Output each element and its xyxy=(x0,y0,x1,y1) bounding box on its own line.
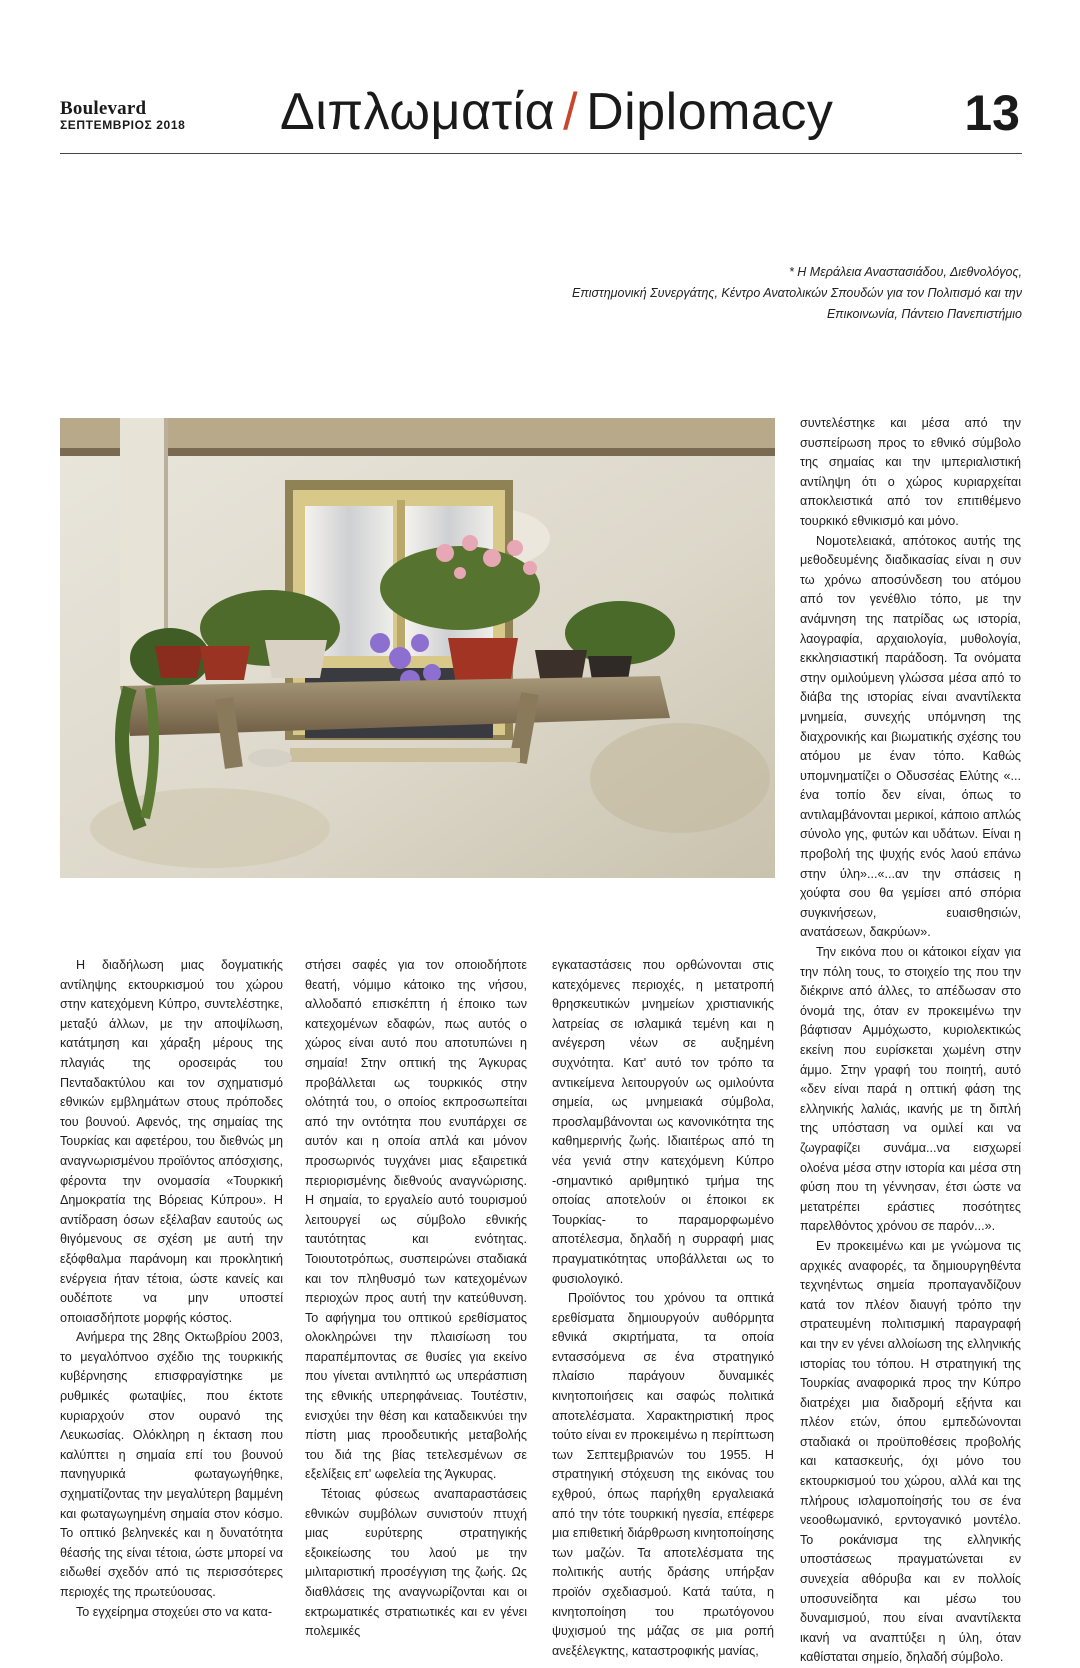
article-paragraph: Εν προκειμένω και με γνώμονα τις αρχικές αναφορές, τα δημιουργηθέντα τεχνηέντως σημεία προπαγανδίζουν κατά τον πλέον διαυγή τρόπο την στρατευμένη πολιτισμική παραγραφή και την εν γένει αλλοίωση της ελληνικής ιστορίας του τόπου. Η στρατηγική της Τουρκίας αναφορικά προς την Κύπρο διατρέχει μια διαδρομή εξήντα και πλέον ετών, όπου εμπεδώνονται σταδιακά οι προϋποθέσεις προβολής και κατασκευής, όχι μόνο του εκτουρκισμού του χώρου, αλλά και της πλήρους ισλαμοποίησής του σε ένα νεοοθωμανικό, ερντογανικό μοντέλο. Το ροκάνισμα της ελληνικής υποστάσεως πραγματώνεται εν συνεχεία αθόρυβα και εν πολλοίς υποσυνείδητα και μέσω του δυναμισμού, που είναι αναντίλεκτα ικανή να αναπτύξει η ύλη, όταν καθίσταται σημείο, δηλαδή σύμβολο. xyxy=(800,1238,1021,1665)
article-column-2 xyxy=(305,956,527,1642)
article-column-4 xyxy=(800,414,1021,1668)
article-paragraph: Προϊόντος του χρόνου τα οπτικά ερεθίσματα δημιουργούν αυθόρμητα εθνικά σκιρτήματα, τα οποία εντασσόμενα σε ένα στρατηγικό πλαίσιο παράγουν δυναμικές κινητοποιήσεις και σαφώς πολιτικά αποτελέσματα. Χαρακτηριστική προς τούτο είναι εν προκειμένω η περίπτωση των Σεπτεμβριανών του 1955. Η στρατηγική στόχευση της εικόνας του εχθρού, όπως παρήχθη εργαλειακά από την τότε τουρκική ηγεσία, επέφερε μια επιθετική διάρθρωση κινητοποίησης των μαζών. Τα αποτελέσματα της πολιτικής αυτής δράσης υπήρξαν προϊόν σχεδιασμού. Κατά ταύτα, η κινητοποίηση του πρωτόγονου ψυχισμού της μάζας σε μια ροπή ανεξέλεγκτης, καταστροφικής μανίας, xyxy=(552,1291,774,1658)
article-column-1 xyxy=(60,956,283,1622)
article-paragraph: Τέτοιας φύσεως αναπαραστάσεις εθνικών συμβόλων συνιστούν πτυχή μιας ευρύτερης στρατηγικής εξοικείωσης του λαού με την μιλιταριστική προσέγγιση της ζωής. Ως διαθλάσεις της αναγνωρίζονται και οι εκτρωματικές στρατιωτικές και εν γένει πολεμικές xyxy=(305,1487,527,1639)
article-paragraph: Νομοτελειακά, απότοκος αυτής της μεθοδευμένης διαδικασίας είναι η συν τω χρόνω αποσύνδεση του ατόμου από τον γενέθλιο τόπο, με την ανάμνηση της πατρίδας ως ιστορία, λαογραφία, αρχαιολογία, μυθολογία, εκκλησιαστική παράδοση. Τα ονόματα στην ομιλούμενη γλώσσα μέσα από το διάβα της ιστορίας είναι αναντίλεκτα μνημεία, συνεχής υπόμνηση της διαχρονικής και βιωματικής σχέσης του ατόμου με έναν τόπο. Καθώς υπομνηματίζει ο Οδυσσέας Ελύτης «... ένα τοπίο δεν είναι, όπως το αντιλαμβάνονται μερικοί, κάποιο απλώς σύνολο γης, φυτών και υδάτων. Είναι η προβολή της ψυχής ενός λαού επάνω στην ύλη»...«...αν την σπάσεις η χούφτα σου θα γεμίσει από σπόρια συγκινήσεων, ευαισθησιών, ανατάσεων, δακρύων». xyxy=(800,533,1021,940)
byline-line: * Η Μεράλεια Αναστασιάδου, Διεθνολόγος, xyxy=(788,265,1022,279)
page-number: 13 xyxy=(964,85,1020,141)
article-paragraph: Ανήμερα της 28ης Οκτωβρίου 2003, το μεγαλόπνοο σχέδιο της τουρκικής κυβέρνησης επισφραγίστηκε με ρυθμικές φωταψίες, που έκτοτε κυριαρχούν στον ουρανό της Λευκωσίας. Ολόκληρη η έκταση που καλύπτει η σημαία επί του βουνού πανηγυρικά φωταγωγήθηκε, σχηματίζοντας την μεγαλύτερη βαμμένη και φωταγωγημένη σημαία στον κόσμο. Το οπτικό βεληνεκές και η δυνατότητα θέασής της είναι τέτοια, ώστε μπορεί να ειδωθεί σχεδόν από τις περισσότερες περιοχές της πρωτεύουσας. xyxy=(60,1330,283,1599)
section-title-english: Diplomacy xyxy=(586,83,834,141)
masthead xyxy=(60,83,1020,154)
article-column-3 xyxy=(552,956,774,1661)
byline-line: Επιστημονική Συνεργάτης, Κέντρο Ανατολικών Σπουδών για τον Πολιτισμό και την xyxy=(572,286,1022,300)
article-paragraph: στήσει σαφές για τον οποιοδήποτε θεατή, νόμιμο κάτοικο της νήσου, αλλοδαπό επισκέπτη ή έποικο των κατεχομένων εδαφών, πως αυτός ο χώρος είναι αυτό που αποτυπώνει η σημαία! Στην οπτική της Άγκυρας προβάλλεται ως τουρκικός στην ολότητά του, ο οποίος εκπροσωπείται από την οντότητα που ενυπάρχει σε αυτόν και η οποία απλά και μόνον προσωρινός τυγχάνει μιας εξαιρετικά περιορισμένης διεθνούς αναγνώρισης. Η σημαία, το εργαλείο αυτό τουρισμού λειτουργεί ως σύμβολο εθνικής ταυτότητας και ενότητας. Τοιουτοτρόπως, συσπειρώνει σταδιακά και τον πληθυσμό των κατεχομένων περιοχών προς αυτή την κατεύθυνση. Το αφήγημα του οπτικού ερεθίσματος ολοκληρώνει την πλαισίωση του παραπέμποντας σε θυσίες για εκείνο που γίνεται αντιληπτό ως υπεράσπιση της εθνικής υπερηφάνειας. Τουτέστιν, ενισχύει την θέση και καταδεικνύει την πίστη μιας προοδευτικής μεταβολής του διά της βίας τετελεσμένων σε εξελίξεις επ' ωφελεία της Άγκυρας. xyxy=(305,958,527,1482)
section-title xyxy=(280,82,833,142)
window-flowerpots-photo xyxy=(60,418,775,878)
article-paragraph: Το εγχείρημα στοχεύει στο να κατα- xyxy=(76,1604,273,1619)
article-paragraph: Η διαδήλωση μιας δογματικής αντίληψης εκτουρκισμού του χώρου στην κατεχόμενη Κύπρο, συντελέστηκε, μεταξύ άλλων, με την αποψίλωση, κατάτμηση και χάραξη μέρους της πλαγιάς της οροσειράς του Πενταδακτύλου και τον σχηματισμό εθνικών εμβλημάτων στους πρόποδες του βουνού. Αφενός, της σημαίας της Τουρκίας και αφετέρου, του διεθνώς μη αναγνωρισμένου προϊόντος απόσχισης, φέροντα την ονομασία «Τουρκική Δημοκρατία της Βόρειας Κύπρου». Η αντίδραση όσων εξέλαβαν εαυτούς ως θιγόμενους σε σχέση με αυτή την εξόφθαλμα παράνομη και προκλητική ενέργεια ήταν τέτοια, ώστε κανείς και ουδέποτε να μην υποστεί οποιασδήποτε μορφής κόστος. xyxy=(60,958,283,1325)
section-title-greek: Διπλωματία xyxy=(280,83,556,141)
section-title-separator: / xyxy=(563,83,579,141)
author-byline xyxy=(502,262,1022,325)
header-divider xyxy=(60,153,1022,154)
publication-brand: Boulevard xyxy=(60,98,147,119)
article-paragraph: εγκαταστάσεις που ορθώνονται στις κατεχόμενες περιοχές, η μετατροπή θρησκευτικών μνημείων χριστιανικής λατρείας σε ισλαμικά τεμένη και η ανέγερση νέων σε αυξημένη συχνότητα. Κατ' αυτό τον τρόπο τα αντικείμενα λειτουργούν ως ομιλούντα σημεία, ως μνημειακά σύμβολα, προσλαμβάνονται ως κανονικότητα της καθημερινής ζωής. Ιδιαιτέρως από τη νέα γενιά στην κατεχόμενη Κύπρο -σημαντικό αριθμητικό τμήμα της οποίας αποτελούν οι έποικοι εκ Τουρκίας- το παραμορφωμένο αποτέλεσμα, δηλαδή η συρραφή μιας πραγματικότητας υποβάλλεται ως το φυσιολογικό. xyxy=(552,958,774,1286)
article-paragraph: Την εικόνα που οι κάτοικοι είχαν για την πόλη τους, το στοιχείο της που την διέκρινε από άλλες, το απέδωσαν στο όνομά της, όταν εν προκειμένω την βάφτισαν Αμμόχωστο, κυριολεκτικώς εκείνη που ευρίσκεται χωμένη στην άμμο. Στην γραφή του ποιητή, αυτό «δεν είναι παρά η οπτική φάση της ελληνικής λαλιάς, ικανής με τη διπλή της υπόσταση να ομιλεί και να ζωγραφίζει συνάμα...να εισχωρεί ολοένα μέσα στην ιστορία και μέσα στη φύση που τη γέννησαν, έτσι ώστε να μετατρέπει εράστιες ποσότητες παρελθόντος χρόνου σε παρόν...». xyxy=(800,945,1021,1234)
issue-date: ΣΕΠΤΕΜΒΡΙΟΣ 2018 xyxy=(60,118,186,132)
byline-line: Επικοινωνία, Πάντειο Πανεπιστήμιο xyxy=(826,307,1022,321)
article-paragraph: συντελέστηκε και μέσα από την συσπείρωση προς το εθνικό σύμβολο της σημαίας και την ιμπεριαλιστική αντίληψη ότι ο χώρος κυριαρχείται αποκλειστικά από τον επιτιθέμενο τουρκικό εθνικισμό και μόνο. xyxy=(800,416,1021,528)
